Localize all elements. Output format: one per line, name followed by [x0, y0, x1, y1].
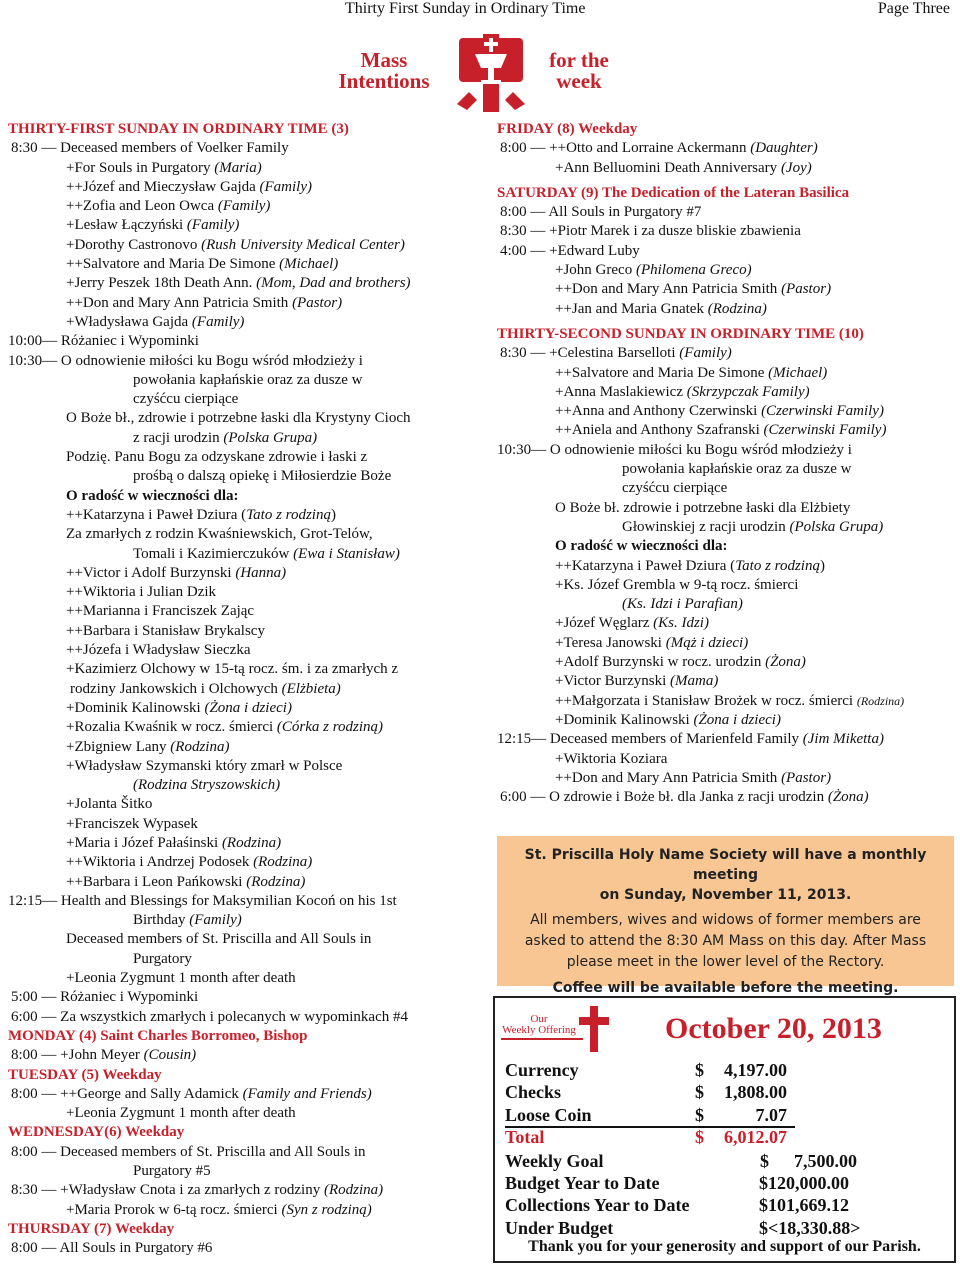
- intention-text: ++Don and Mary Ann Patricia Smith: [555, 769, 782, 786]
- logo-line2: Weekly Offering: [502, 1024, 576, 1036]
- intention-text: powołania kapłańskie oraz za dusze w: [622, 461, 852, 478]
- offering-row: [505, 1218, 945, 1240]
- intention-text: Za zmarłych z rodzin Kwaśniewskich, Grot-Telów,: [66, 526, 373, 543]
- offering-label: Under Budget: [505, 1218, 614, 1238]
- intention-text: +Maria i Józef Pałaśinski: [66, 834, 222, 851]
- offering-currency-sign: $: [695, 1082, 704, 1102]
- intention-text: 8:30 — +Władysław Cnota i za zmarłych z rodziny: [11, 1182, 324, 1199]
- intention-text: 6:00 — Za wszystkich zmarłych i polecanych w wypominkach #4: [11, 1008, 408, 1025]
- intention-text: (Joy): [780, 159, 812, 176]
- intention-text: (Pastor): [292, 294, 343, 311]
- intention-line: [497, 595, 957, 614]
- intention-text: (Daughter): [750, 140, 818, 157]
- intention-text: MONDAY (4) Saint Charles Borromeo, Bishop: [8, 1027, 308, 1044]
- intention-text: +Dominik Kalinowski: [66, 699, 205, 716]
- logo-line1: Our: [530, 1013, 548, 1025]
- intention-line: [8, 660, 478, 679]
- offering-currency-sign: $: [695, 1127, 704, 1147]
- intention-text: (Mom, Dad and brothers): [256, 275, 411, 292]
- intention-text: ++Wiktoria i Andrzej Podosek: [66, 854, 254, 871]
- intention-line: [497, 499, 957, 518]
- intention-text: +Dorothy Castronovo: [66, 236, 202, 253]
- intention-line: [8, 216, 478, 235]
- offering-amount: 6,012.07: [724, 1127, 787, 1147]
- intention-line: [8, 236, 478, 255]
- intention-line: [8, 718, 478, 737]
- offering-label: Currency: [505, 1060, 579, 1080]
- offering-amount: 7.07: [755, 1105, 787, 1125]
- banner-right-line2: week: [556, 69, 602, 93]
- intention-text: ++Salvatore and Maria De Simone: [66, 256, 280, 273]
- banner-left: [325, 50, 443, 92]
- intention-text: ++Victor i Adolf Burzynski: [66, 564, 236, 581]
- intention-text: (Family): [189, 912, 242, 929]
- offering-row: [505, 1082, 945, 1104]
- intention-text: THURSDAY (7) Weekday: [8, 1220, 175, 1237]
- intention-line: [497, 441, 957, 460]
- intention-line: [8, 815, 478, 834]
- intention-line: [497, 614, 957, 633]
- intention-text: 12:15— Health and Blessings for Maksymilian Kocoń on his 1st: [8, 892, 397, 909]
- intention-text: +Zbigniew Lany: [66, 738, 171, 755]
- intention-line: [497, 222, 957, 241]
- intention-text: 8:00 — ++George and Sally Adamick: [11, 1085, 243, 1102]
- holy-name-society-notice: [497, 836, 954, 996]
- intention-text: +Victor Burzynski: [555, 673, 671, 690]
- notice-text-1: All members, wives and widows of former members are: [530, 912, 921, 928]
- intention-text: +For Souls in Purgatory: [66, 159, 215, 176]
- intention-line: [8, 1162, 478, 1181]
- intention-text: (Ewa i Stanisław): [293, 545, 400, 562]
- intention-line: [8, 139, 478, 158]
- intention-text: (Żona i dzieci): [204, 699, 292, 716]
- offering-label: Collections Year to Date: [505, 1195, 690, 1215]
- intention-line: [497, 159, 957, 178]
- intention-text: +Ann Belluomini Death Anniversary: [555, 159, 781, 176]
- intention-line: [8, 255, 478, 274]
- intention-text: czyśćcu cierpiące: [622, 480, 728, 497]
- intention-line: [497, 344, 957, 363]
- intention-text: +Leonia Zygmunt 1 month after death: [66, 970, 296, 987]
- offering-currency-sign: $: [695, 1060, 704, 1080]
- intention-text: 8:00 — Deceased members of St. Priscilla and All Souls in: [11, 1143, 366, 1160]
- cross-chalice-emblem-icon: [453, 34, 529, 112]
- intention-line: [8, 795, 478, 814]
- intention-line: [497, 672, 957, 691]
- intention-line: [8, 1085, 478, 1104]
- banner-right-line1: for the: [549, 48, 609, 72]
- intention-text: Podzię. Panu Bogu za odzyskane zdrowie i łaski z: [66, 449, 368, 466]
- intention-line: [8, 1008, 478, 1027]
- intention-text: (Elżbieta): [281, 680, 341, 697]
- offering-amount: $101,669.12: [759, 1195, 849, 1215]
- intention-line: [8, 294, 478, 313]
- intention-text: (Family): [679, 345, 732, 362]
- offering-thanks: Thank you for your generosity and support of our Parish.: [528, 1238, 921, 1255]
- intention-text: (Czerwinski Family): [761, 403, 884, 420]
- intention-text: 12:15— Deceased members of Marienfeld Family: [497, 731, 803, 748]
- intention-text: ++Anna and Anthony Czerwinski: [555, 403, 762, 420]
- intention-line: [497, 634, 957, 653]
- intention-line: [497, 261, 957, 280]
- intention-text: (Rodzina): [856, 693, 905, 708]
- notice-text-2: asked to attend the 8:30 AM Mass on this day. After Mass: [524, 933, 927, 949]
- offering-row: [505, 1195, 945, 1217]
- intention-line: [8, 757, 478, 776]
- intention-text: (Czerwinski Family): [763, 422, 887, 439]
- intention-line: [497, 711, 957, 730]
- intention-line: [8, 680, 478, 699]
- notice-headline-1: St. Priscilla Holy Name Society will have a monthly meeting: [524, 847, 927, 883]
- intention-text: (Philomena Greco): [635, 262, 752, 279]
- cross-icon: [577, 1006, 611, 1052]
- intention-text: ++Don and Mary Ann Patricia Smith: [555, 281, 782, 298]
- intention-line: [8, 178, 478, 197]
- intention-text: ): [819, 557, 825, 574]
- intention-line: [8, 988, 478, 1007]
- intention-text: TUESDAY (5) Weekday: [8, 1066, 162, 1083]
- day-heading: [497, 325, 957, 344]
- intention-text: ++Barbara i Stanisław Brykalscy: [66, 622, 265, 639]
- intention-text: 8:30 — Deceased members of Voelker Family: [11, 140, 289, 157]
- intention-text: (Cousin): [143, 1047, 197, 1064]
- intention-line: [497, 692, 957, 711]
- intention-line: [8, 564, 478, 583]
- intention-line: [8, 911, 478, 930]
- intention-line: [8, 506, 478, 525]
- left-column-intentions: [8, 120, 478, 1259]
- intention-text: +Lesław Łączyński: [66, 217, 187, 234]
- intention-text: (Żona i dzieci): [693, 711, 781, 728]
- intention-text: (Rodzina): [246, 873, 306, 890]
- intention-line: [497, 402, 957, 421]
- intention-line: [8, 467, 478, 486]
- intention-text: +Franciszek Wypasek: [66, 815, 198, 832]
- intention-text: +Wiktoria Koziara: [555, 750, 668, 767]
- intention-line: [497, 557, 957, 576]
- intention-line: [8, 950, 478, 969]
- intention-text: Tato z rodziną: [246, 506, 331, 523]
- weekly-offering-box: [493, 996, 956, 1263]
- offering-row: [505, 1060, 945, 1082]
- intention-line: [497, 383, 957, 402]
- intention-text: (Ks. Idzi i Parafian): [622, 596, 743, 613]
- intention-line: [8, 1143, 478, 1162]
- intention-line: [8, 274, 478, 293]
- header-page: Page Three: [877, 0, 950, 17]
- intention-line: [497, 537, 957, 556]
- intention-text: (Mama): [670, 673, 719, 690]
- intention-text: 8:00 — All Souls in Purgatory #7: [500, 204, 702, 221]
- intention-text: (Maria): [214, 159, 262, 176]
- intention-text: O Boże bł. zdrowie i potrzebne łaski dla Elżbiety: [555, 499, 851, 516]
- intention-text: WEDNESDAY(6) Weekday: [8, 1124, 185, 1141]
- day-heading: [497, 120, 957, 139]
- intention-text: (Rodzina): [707, 300, 767, 317]
- intention-text: (Michael): [279, 256, 339, 273]
- intention-line: [8, 197, 478, 216]
- offering-amount: 4,197.00: [724, 1060, 787, 1080]
- intention-line: [497, 518, 957, 537]
- intention-text: (Żona): [765, 654, 806, 671]
- banner-left-line2: Intentions: [338, 69, 430, 93]
- intention-text: (Family and Friends): [242, 1085, 372, 1102]
- notice-coffee: Coffee will be available before the meeting.: [552, 980, 899, 996]
- intention-text: (Córka z rodziną): [276, 719, 384, 736]
- intention-text: (Family): [191, 313, 245, 330]
- intention-text: +Władysław Szymanski który zmarł w Polsce: [66, 757, 343, 774]
- intention-line: [497, 242, 957, 261]
- intention-text: (Michael): [768, 364, 828, 381]
- intention-text: +Rozalia Kwaśnik w rocz. śmierci: [66, 719, 277, 736]
- offering-label: Budget Year to Date: [505, 1173, 660, 1193]
- intention-line: [497, 788, 957, 807]
- intention-text: (Rodzina): [253, 854, 313, 871]
- intention-line: [497, 653, 957, 672]
- intention-line: [497, 730, 957, 749]
- offering-date: October 20, 2013: [665, 1012, 882, 1045]
- intention-text: ++Katarzyna i Paweł Dziura (: [66, 506, 247, 523]
- intention-line: [8, 159, 478, 178]
- intention-line: [8, 622, 478, 641]
- intention-text: (Family): [186, 217, 240, 234]
- intention-line: [8, 969, 478, 988]
- intention-line: [8, 1181, 478, 1200]
- intention-line: [8, 776, 478, 795]
- intention-text: +Ks. Józef Grembla w 9-tą rocz. śmierci: [555, 576, 799, 593]
- intention-text: (Family): [259, 178, 312, 195]
- day-heading: [8, 1027, 478, 1046]
- offering-row: [505, 1105, 945, 1127]
- intention-line: [497, 364, 957, 383]
- header-title: Thirty First Sunday in Ordinary Time: [345, 0, 586, 17]
- intention-text: +Józef Węglarz: [555, 615, 654, 632]
- intention-line: [8, 1239, 478, 1258]
- intention-text: 10:30— O odnowienie miłości ku Bogu wśród młodzieży i: [497, 441, 852, 458]
- intention-text: (Żona): [827, 789, 869, 806]
- intention-line: [497, 280, 957, 299]
- offering-label: Checks: [505, 1082, 562, 1102]
- intention-text: FRIDAY (8) Weekday: [497, 121, 638, 137]
- intention-text: (Polska Grupa): [789, 518, 884, 535]
- intention-line: [8, 332, 478, 351]
- intention-text: Deceased members of St. Priscilla and All Souls in: [66, 931, 372, 948]
- intention-line: [8, 583, 478, 602]
- offering-label: Loose Coin: [505, 1105, 592, 1125]
- banner-left-line1: Mass: [360, 48, 408, 72]
- intention-text: Purgatory #5: [133, 1163, 211, 1180]
- intention-text: 8:30 — +Celestina Barselloti: [500, 345, 680, 362]
- intention-line: [8, 390, 478, 409]
- intention-text: 10:30— O odnowienie miłości ku Bogu wśród młodzieży i: [8, 352, 363, 369]
- intention-text: 8:00 — +John Meyer: [11, 1047, 144, 1064]
- intention-text: THIRTY-FIRST SUNDAY IN ORDINARY TIME (3): [8, 121, 349, 137]
- right-column-intentions: [497, 120, 957, 807]
- intention-text: ++Józef and Mieczysław Gajda: [66, 178, 260, 195]
- day-heading: [497, 184, 957, 203]
- intention-line: [8, 738, 478, 757]
- intention-text: O radość w wieczności dla:: [66, 487, 239, 504]
- intention-text: +Leonia Zygmunt 1 month after death: [66, 1105, 296, 1122]
- intention-text: O radość w wieczności dla:: [555, 538, 728, 555]
- offering-currency-sign: $: [695, 1105, 704, 1125]
- intention-text: (Mąż i dzieci): [665, 634, 749, 651]
- intention-text: 6:00 — O zdrowie i Boże bł. dla Janka z racji urodzin: [500, 789, 828, 806]
- intention-text: 5:00 — Różaniec i Wypominki: [11, 989, 199, 1006]
- intention-text: rodziny Jankowskich i Olchowych: [70, 680, 282, 697]
- intention-line: [8, 641, 478, 660]
- intention-text: +Jolanta Šitko: [66, 796, 153, 813]
- intention-text: Tomali i Kazimierczuków: [133, 545, 294, 562]
- intention-text: (Rodzina Stryszowskich): [133, 777, 281, 794]
- day-heading: [8, 1123, 478, 1142]
- offering-row: [505, 1151, 945, 1173]
- intention-text: +Jerry Peszek 18th Death Ann.: [66, 275, 257, 292]
- intention-text: Tato z rodziną: [735, 557, 820, 574]
- intention-text: (Skrzypczak Family): [686, 383, 810, 400]
- intention-line: [497, 203, 957, 222]
- intention-text: 8:30 — +Piotr Marek i za dusze bliskie zbawienia: [500, 223, 801, 240]
- intention-text: +Władysława Gajda: [66, 313, 192, 330]
- intention-line: [8, 487, 478, 506]
- intention-line: [497, 421, 957, 440]
- intention-line: [8, 371, 478, 390]
- intention-text: (Rodzina): [170, 738, 230, 755]
- day-heading: [8, 120, 478, 139]
- intention-line: [8, 448, 478, 467]
- intention-line: [8, 352, 478, 371]
- offering-amount: 7,500.00: [794, 1151, 857, 1171]
- intention-text: z racji urodzin: [133, 429, 224, 446]
- intention-line: [8, 834, 478, 853]
- intention-line: [8, 853, 478, 872]
- intention-text: THIRTY-SECOND SUNDAY IN ORDINARY TIME (10): [497, 325, 864, 342]
- page-header: [0, 0, 960, 22]
- offering-row: [505, 1173, 945, 1195]
- intention-text: +John Greco: [555, 262, 636, 279]
- intention-text: (Polska Grupa): [223, 429, 318, 446]
- intention-text: ++Barbara i Leon Pańkowski: [66, 873, 247, 890]
- intention-text: (Rodzina): [323, 1182, 384, 1199]
- intention-line: [497, 460, 957, 479]
- mass-intentions-banner: [325, 34, 625, 114]
- intention-text: Birthday: [133, 912, 190, 929]
- intention-line: [8, 429, 478, 448]
- intention-text: ++Jan and Maria Gnatek: [555, 300, 708, 317]
- intention-text: (Jim Miketta): [802, 731, 884, 748]
- intention-line: [8, 1046, 478, 1065]
- intention-text: ): [330, 506, 336, 523]
- intention-text: 10:00— Różaniec i Wypominki: [8, 333, 199, 350]
- offering-label: Total: [505, 1127, 545, 1147]
- intention-text: ++Zofia and Leon Owca: [66, 198, 218, 215]
- intention-line: [497, 576, 957, 595]
- intention-line: [8, 525, 478, 544]
- intention-text: ++Salvatore and Maria De Simone: [555, 364, 769, 381]
- intention-text: 8:00 — ++Otto and Lorraine Ackermann: [500, 140, 751, 157]
- intention-text: +Teresa Janowski: [555, 634, 666, 651]
- offering-currency-sign: $: [760, 1151, 769, 1171]
- intention-text: (Ks. Idzi): [653, 615, 709, 632]
- intention-text: 4:00 — +Edward Luby: [500, 242, 640, 259]
- intention-text: ++Małgorzata i Stanisław Brożek w rocz. śmierci: [555, 692, 857, 709]
- intention-text: +Anna Maslakiewicz: [555, 383, 687, 400]
- intention-text: SATURDAY (9) The Dedication of the Lateran Basilica: [497, 184, 850, 201]
- intention-line: [497, 139, 957, 158]
- intention-text: (Rodzina): [221, 834, 282, 851]
- weekly-offering-logo: [501, 1006, 611, 1046]
- intention-text: ++Marianna i Franciszek Zając: [66, 603, 255, 620]
- intention-text: ++Józefa i Władysław Sieczka: [66, 642, 251, 659]
- intention-text: powołania kapłańskie oraz za dusze w: [133, 371, 363, 388]
- intention-line: [497, 479, 957, 498]
- intention-text: +Maria Prorok w 6-tą rocz. śmierci: [66, 1201, 282, 1218]
- intention-text: +Adolf Burzynski w rocz. urodzin: [555, 654, 766, 671]
- offering-label: Weekly Goal: [505, 1151, 604, 1171]
- offering-amount: $<18,330.88>: [759, 1218, 861, 1238]
- intention-text: czyśćcu cierpiące: [133, 391, 239, 408]
- intention-text: ++Katarzyna i Paweł Dziura (: [555, 557, 736, 574]
- offering-amount: $120,000.00: [759, 1173, 849, 1193]
- intention-line: [497, 750, 957, 769]
- intention-line: [8, 892, 478, 911]
- intention-text: +Kazimierz Olchowy w 15-tą rocz. śm. i za zmarłych z: [66, 661, 399, 678]
- notice-headline-2: on Sunday, November 11, 2013.: [599, 887, 852, 903]
- intention-line: [497, 300, 957, 319]
- intention-text: (Family): [217, 198, 271, 215]
- banner-right: [533, 50, 625, 92]
- intention-text: ++Aniela and Anthony Szafranski: [555, 422, 764, 439]
- offering-amount: 1,808.00: [724, 1082, 787, 1102]
- intention-text: Purgatory: [133, 950, 192, 967]
- intention-text: 8:00 — All Souls in Purgatory #6: [11, 1240, 213, 1257]
- intention-text: prośbą o dalszą opiekę i Miłosierdzie Boże: [133, 468, 392, 485]
- intention-line: [8, 602, 478, 621]
- intention-line: [8, 873, 478, 892]
- intention-line: [8, 313, 478, 332]
- intention-text: (Hanna): [235, 564, 287, 581]
- intention-text: ++Wiktoria i Julian Dzik: [66, 584, 217, 601]
- intention-text: (Syn z rodziną): [281, 1201, 372, 1218]
- intention-text: +Dominik Kalinowski: [555, 711, 694, 728]
- notice-text-3: please meet in the lower level of the Rectory.: [566, 954, 885, 970]
- intention-text: (Pastor): [781, 281, 832, 298]
- intention-line: [497, 769, 957, 788]
- day-heading: [8, 1066, 478, 1085]
- offering-row: [505, 1127, 945, 1149]
- intention-text: ++Don and Mary Ann Patricia Smith: [66, 294, 293, 311]
- intention-text: Głowinskiej z racji urodzin: [622, 518, 790, 535]
- intention-line: [8, 545, 478, 564]
- intention-line: [8, 1104, 478, 1123]
- day-heading: [8, 1220, 478, 1239]
- intention-text: (Rush University Medical Center): [201, 236, 405, 253]
- intention-line: [8, 409, 478, 428]
- intention-line: [8, 699, 478, 718]
- intention-line: [8, 930, 478, 949]
- intention-text: O Boże bł., zdrowie i potrzebne łaski dla Krystyny Cioch: [66, 410, 411, 427]
- intention-line: [8, 1201, 478, 1220]
- intention-text: (Pastor): [781, 769, 832, 786]
